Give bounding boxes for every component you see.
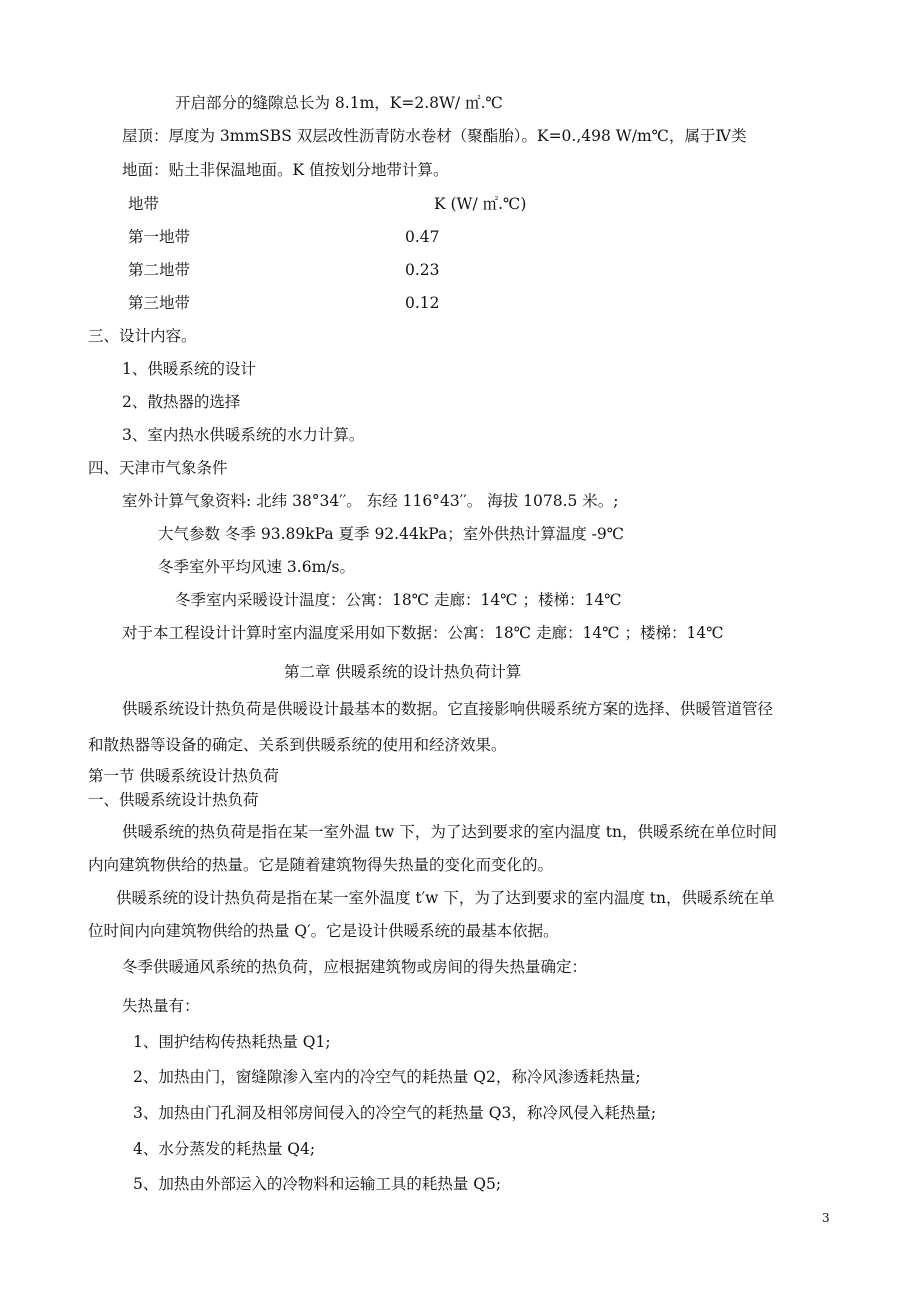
paragraph-line: 供暖系统设计热负荷是供暖设计最基本的数据。它直接影响供暖系统方案的选择、供暖管道管径 — [122, 700, 774, 718]
text-line: 地面：贴土非保温地面。K 值按划分地带计算。 — [122, 161, 449, 179]
list-item: 2、散热器的选择 — [122, 393, 241, 411]
chapter-title: 第二章 供暖系统的设计热负荷计算 — [284, 663, 522, 681]
paragraph-line: 位时间内向建筑物供给的热量 Q′。它是设计供暖系统的最基本依据。 — [88, 922, 559, 940]
list-item: 4、水分蒸发的耗热量 Q4; — [133, 1140, 316, 1158]
table-cell-k: 0.23 — [405, 261, 440, 279]
text-line: 开启部分的缝隙总长为 8.1m，K=2.8W/ ㎡.℃ — [175, 94, 503, 112]
paragraph-line: 供暖系统的设计热负荷是指在某一室外温度 t′w 下，为了达到要求的室内温度 tn，供暖系统在单 — [116, 889, 775, 907]
list-item: 2、加热由门，窗缝隙渗入室内的冷空气的耗热量 Q2，称冷风渗透耗热量; — [133, 1068, 641, 1086]
text-line: 冬季室外平均风速 3.6m/s。 — [158, 558, 355, 576]
text-line: 屋顶：厚度为 3mmSBS 双层改性沥青防水卷材（聚酯胎）。K=0.,498 W/m℃，属于Ⅳ类 — [122, 127, 747, 145]
subsection-title: 一、供暖系统设计热负荷 — [88, 791, 259, 809]
section-heading: 三、设计内容。 — [88, 327, 197, 345]
paragraph-line: 失热量有： — [122, 997, 200, 1015]
text-line: 室外计算气象资料: 北纬 38°34′′。 东经 116°43′′。 海拔 1078.5 米。; — [122, 492, 619, 510]
paragraph-line: 内向建筑物供给的热量。它是随着建筑物得失热量的变化而变化的。 — [88, 856, 554, 874]
section-heading: 四、天津市气象条件 — [88, 459, 228, 477]
list-item: 5、加热由外部运入的冷物料和运输工具的耗热量 Q5; — [133, 1175, 502, 1193]
text-line: 对于本工程设计计算时室内温度采用如下数据：公寓：18℃ 走廊：14℃ ；楼梯：14℃ — [122, 624, 724, 642]
table-cell-zone: 第二地带 — [128, 261, 191, 279]
list-item: 1、围护结构传热耗热量 Q1; — [133, 1033, 331, 1051]
table-cell-k: 0.12 — [405, 294, 440, 312]
table-header-k: K (W/ ㎡.℃) — [434, 195, 527, 213]
text-line: 冬季室内采暖设计温度：公寓：18℃ 走廊：14℃ ；楼梯：14℃ — [175, 591, 622, 609]
paragraph-line: 供暖系统的热负荷是指在某一室外温 tw 下，为了达到要求的室内温度 tn，供暖系统在单位时间 — [122, 823, 777, 841]
page-number: 3 — [822, 1211, 830, 1225]
table-cell-zone: 第三地带 — [128, 294, 191, 312]
table-cell-zone: 第一地带 — [128, 228, 191, 246]
section-title: 第一节 供暖系统设计热负荷 — [88, 767, 279, 785]
list-item: 1、供暖系统的设计 — [122, 360, 256, 378]
list-item: 3、加热由门孔洞及相邻房间侵入的冷空气的耗热量 Q3，称冷风侵入耗热量; — [133, 1104, 657, 1122]
paragraph-line: 和散热器等设备的确定、关系到供暖系统的使用和经济效果。 — [88, 736, 507, 754]
table-cell-k: 0.47 — [405, 228, 440, 246]
list-item: 3、室内热水供暖系统的水力计算。 — [122, 426, 365, 444]
table-header-zone: 地带 — [128, 195, 160, 213]
paragraph-line: 冬季供暖通风系统的热负荷，应根据建筑物或房间的得失热量确定： — [122, 958, 588, 976]
text-line: 大气参数 冬季 93.89kPa 夏季 92.44kPa；室外供热计算温度 -9℃ — [158, 525, 625, 543]
